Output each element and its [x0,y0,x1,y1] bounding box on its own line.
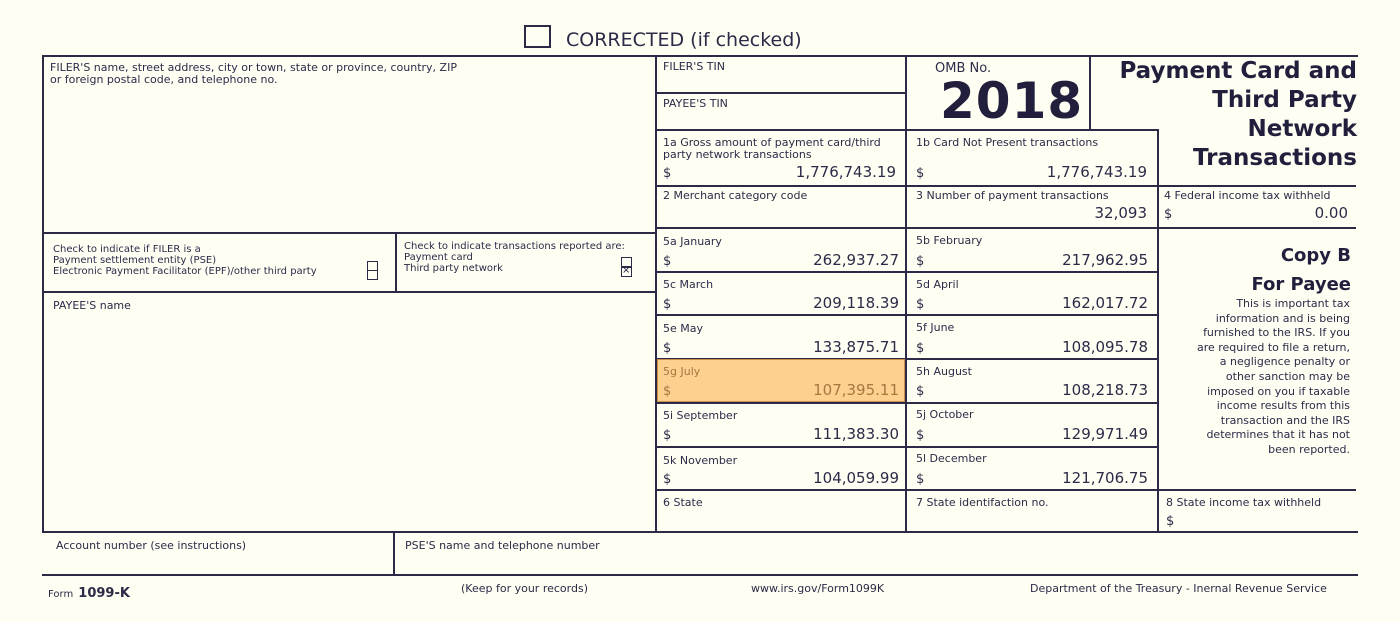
omb-label: OMB No. [935,61,992,76]
account-number-label: Account number (see instructions) [56,539,247,552]
box6-label: 6 State [663,496,703,509]
notice-line: furnished to the IRS. If you [1203,326,1350,340]
payee-notice [1160,297,1350,458]
divider-omb-right [1089,55,1091,129]
month-currency: $ [663,472,672,487]
divider-tin [656,92,906,94]
box1a-value[interactable]: 1,776,743.19 [795,163,896,181]
notice-line: been reported. [1268,442,1350,456]
month-label: 5j October [916,408,974,421]
payee-tin-label: PAYEE'S TIN [663,97,728,110]
notice-line: are required to file a return, [1196,340,1350,354]
corrected-checkbox[interactable] [524,25,551,48]
month-value[interactable]: 133,875.71 [813,338,899,356]
divider-filer-right [655,55,657,531]
month-value[interactable]: 108,218.73 [1062,381,1148,399]
month-currency: $ [663,341,672,356]
notice-line: information and is being [1215,311,1350,325]
form-title-line4: Transactions [1193,145,1357,171]
box7-field[interactable] [912,510,1152,528]
month-label: 5l December [916,452,987,465]
month-label: 5d April [916,278,959,291]
pse-name-field[interactable] [400,553,1350,571]
transaction-type-label: Check to indicate transactions reported are: [404,241,625,252]
box4-currency: $ [1164,207,1173,222]
corrected-label: CORRECTED (if checked) [566,29,802,51]
month-value[interactable]: 104,059.99 [813,469,899,487]
box3-value[interactable]: 32,093 [1094,204,1147,222]
month-label: 5f June [916,321,955,334]
divider-row3 [656,227,1356,229]
copy-b-line2: For Payee [1251,274,1351,295]
month-currency: $ [916,297,925,312]
month-value[interactable]: 111,383.30 [813,425,899,443]
divider-5gh [656,402,1158,404]
divider-checks-middle [395,232,397,292]
divider-row2 [656,185,1356,187]
pse-name-label: PSE'S name and telephone number [405,539,600,552]
box1a-currency: $ [663,166,672,181]
box8-currency: $ [1166,514,1175,529]
month-label: 5k November [663,454,738,467]
form-title [1095,57,1357,173]
month-label: 5g July [663,365,701,378]
month-currency: $ [916,341,925,356]
month-value[interactable]: 129,971.49 [1062,425,1148,443]
month-currency: $ [663,384,672,399]
form-prefix: Form [48,589,74,600]
filer-type-epf-label: Electronic Payment Facilitator (EPF)/other third party [53,266,317,277]
box1b-currency: $ [916,166,925,181]
divider-row-bottom [42,531,1358,533]
box8-field[interactable] [1180,512,1350,530]
month-label: 5h August [916,365,972,378]
copy-b-line1: Copy B [1280,245,1351,266]
third-party-label: Third party network [404,263,503,274]
copy-b-heading [1160,241,1351,299]
payee-name-label: PAYEE'S name [53,299,131,312]
month-currency: $ [663,254,672,269]
form-left-border [42,55,44,531]
box6-field[interactable] [660,510,900,528]
month-value[interactable]: 108,095.78 [1062,338,1148,356]
filer-type-label: Check to indicate if FILER is a [53,244,201,255]
notice-line: other sanction may be [1225,369,1350,383]
filer-name-field[interactable] [48,90,648,228]
keep-records-note: (Keep for your records) [461,582,588,595]
month-label: 5i September [663,409,738,422]
tax-year: 2018 [940,72,1084,130]
month-label: 5e May [663,322,704,335]
payee-name-field[interactable] [48,315,648,525]
form-title-line2: Third Party [1212,87,1357,113]
month-value[interactable]: 209,118.39 [813,294,899,312]
notice-line: transaction and the IRS [1220,413,1350,427]
month-label: 5b February [916,234,983,247]
filer-name-label: FILER'S name, street address, city or town, state or province, country, ZIP [50,61,457,74]
notice-line: determines that it has not [1206,428,1350,442]
month-value[interactable]: 217,962.95 [1062,251,1148,269]
month-currency: $ [916,384,925,399]
box8-label: 8 State income tax withheld [1166,496,1322,509]
third-party-checkbox[interactable] [621,267,632,277]
month-label: 5c March [663,278,714,291]
epf-checkbox[interactable] [367,270,378,280]
payment-card-label: Payment card [404,252,473,263]
irs-url[interactable]: www.irs.gov/Form1099K [751,582,885,595]
box1a-label: 1a Gross amount of payment card/third [663,136,881,149]
box2-field[interactable] [660,204,900,224]
box1a-label-2: party network transactions [663,148,812,161]
divider-account [393,531,395,575]
account-number-field[interactable] [48,553,388,571]
form-number-value: 1099-K [78,586,130,601]
month-label: 5a January [663,235,722,248]
divider-checks-bottom [42,291,656,293]
notice-line: a negligence penalty or [1219,355,1350,369]
month-value[interactable]: 107,395.11 [813,381,899,399]
agency-name: Department of the Treasury - Inernal Revenue Service [1030,582,1327,595]
month-currency: $ [916,254,925,269]
form-title-line3: Network [1247,116,1357,142]
divider-5ab [656,271,1158,273]
notice-line: imposed on you if taxable [1207,384,1350,398]
month-currency: $ [916,428,925,443]
divider-col3 [1157,129,1159,531]
month-currency: $ [663,428,672,443]
filer-tin-label: FILER'S TIN [663,60,725,73]
box1b-value[interactable]: 1,776,743.19 [1046,163,1147,181]
divider-5cd [656,314,1158,316]
notice-line: This is important tax [1236,297,1350,310]
form-number [48,582,130,601]
divider-5kl [656,489,1356,491]
filer-name-label-2: or foreign postal code, and telephone no. [50,73,278,86]
divider-5ij [656,446,1158,448]
box3-label: 3 Number of payment transactions [916,189,1109,202]
box7-label: 7 State identifaction no. [916,496,1049,509]
month-value[interactable]: 262,937.27 [813,251,899,269]
box2-label: 2 Merchant category code [663,189,808,202]
box4-value[interactable]: 0.00 [1314,204,1348,222]
divider-filer-bottom [42,232,656,234]
form-bottom-border [42,574,1358,576]
month-value[interactable]: 162,017.72 [1062,294,1148,312]
month-value[interactable]: 121,706.75 [1062,469,1148,487]
divider-col2 [905,55,907,531]
form-title-line1: Payment Card and [1119,58,1357,84]
month-currency: $ [663,297,672,312]
box1b-label: 1b Card Not Present transactions [916,136,1099,149]
filer-type-pse-label: Payment settlement entity (PSE) [53,255,217,266]
notice-line: income results from this [1216,399,1350,413]
box4-label: 4 Federal income tax withheld [1164,189,1331,202]
month-currency: $ [916,472,925,487]
